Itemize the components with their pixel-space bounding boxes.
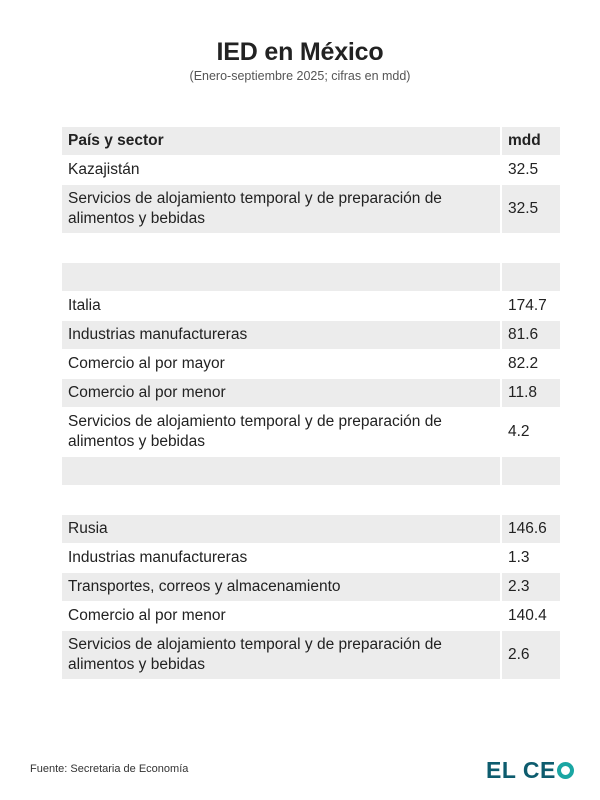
row-label: Industrias manufactureras — [62, 321, 500, 349]
table-row — [62, 408, 560, 456]
row-label: Transportes, correos y almacenamiento — [62, 573, 500, 601]
row-label — [62, 263, 500, 291]
row-value: 11.8 — [502, 379, 560, 407]
row-value: 174.7 — [508, 297, 547, 314]
row-value: 32.5 — [508, 161, 539, 178]
table-row — [62, 234, 560, 262]
logo-text: EL CE — [486, 757, 556, 783]
row-value: 2.6 — [502, 631, 560, 679]
table-row — [62, 292, 560, 320]
row-label: Servicios de alojamiento temporal y de preparación de alimentos y bebidas — [62, 631, 500, 679]
row-value — [502, 263, 560, 291]
table-row — [62, 156, 560, 184]
row-value: 81.6 — [502, 321, 560, 349]
column-header-country-sector: País y sector — [62, 127, 500, 155]
row-label: Italia — [68, 297, 101, 314]
table-row — [62, 321, 560, 349]
page-subtitle: (Enero-septiembre 2025; cifras en mdd) — [189, 69, 411, 83]
table-row — [62, 486, 560, 514]
row-value: 32.5 — [502, 185, 560, 233]
column-header-mdd: mdd — [502, 127, 560, 155]
row-label — [62, 486, 500, 514]
page-title: IED en México — [216, 38, 384, 66]
table-row — [62, 379, 560, 407]
el-ceo-logo — [486, 757, 574, 784]
table-row — [62, 185, 560, 233]
source-note: Fuente: Secretaria de Economía — [30, 763, 189, 775]
row-value: 140.4 — [508, 607, 547, 624]
row-label: Industrias manufactureras — [68, 549, 248, 566]
row-value — [502, 486, 560, 514]
table-row — [62, 350, 560, 378]
row-label: Rusia — [62, 515, 500, 543]
table-row — [62, 602, 560, 630]
row-label: Comercio al por menor — [68, 607, 226, 624]
row-label — [62, 457, 500, 485]
row-label: Servicios de alojamiento temporal y de preparación de alimentos y bebidas — [62, 185, 500, 233]
row-value: 2.3 — [502, 573, 560, 601]
row-label: Comercio al por menor — [62, 379, 500, 407]
row-label: Kazajistán — [68, 161, 140, 178]
table-row — [62, 573, 560, 601]
table-row — [62, 263, 560, 291]
table-row — [62, 515, 560, 543]
table-row — [62, 544, 560, 572]
row-value: 146.6 — [502, 515, 560, 543]
data-table — [62, 127, 560, 680]
table-row — [62, 631, 560, 679]
row-value — [502, 457, 560, 485]
row-value: 82.2 — [508, 355, 539, 372]
row-value: 1.3 — [508, 549, 530, 566]
row-value: 4.2 — [508, 423, 530, 440]
table-row — [62, 457, 560, 485]
row-label: Servicios de alojamiento temporal y de preparación de alimentos y bebidas — [68, 413, 442, 450]
row-value — [502, 234, 560, 262]
row-label — [62, 234, 500, 262]
row-label: Comercio al por mayor — [68, 355, 225, 372]
table-header-row — [62, 127, 560, 155]
logo-o-ring-icon — [557, 762, 574, 779]
